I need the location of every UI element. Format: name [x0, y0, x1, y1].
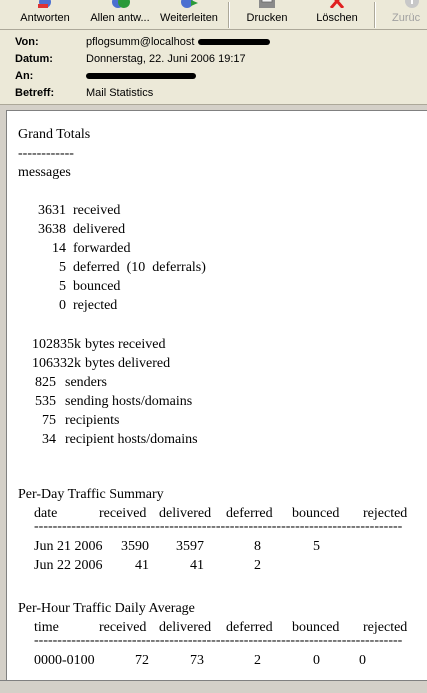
stat-label: delivered: [73, 222, 126, 237]
stat-label: sending hosts/domains: [65, 394, 193, 409]
toolbar-separator: [374, 2, 376, 28]
date-value: Donnerstag, 22. Juni 2006 19:17: [86, 53, 246, 65]
reply-all-label: Allen antw...: [90, 12, 150, 24]
back-button[interactable]: [392, 0, 427, 29]
per-hour-title: Per-Hour Traffic Daily Average: [18, 601, 195, 616]
stat-value: 535: [35, 394, 56, 409]
table-cell: Jun 22 2006: [34, 558, 103, 573]
printer-icon: [257, 0, 277, 8]
from-address: pflogsumm@localhost: [86, 36, 195, 48]
table-rule: -------------------------------------------------------------------------------: [34, 633, 403, 648]
table-cell: Jun 21 2006: [34, 539, 103, 554]
column-header: bounced: [292, 506, 340, 521]
stat-label: recipients: [65, 413, 120, 428]
status-bar: [0, 680, 427, 693]
heading-underline: ------------: [18, 146, 74, 161]
stat-label: bytes received: [85, 337, 166, 352]
column-header: time: [34, 620, 59, 635]
forward-label: Weiterleiten: [160, 12, 218, 24]
stat-value: 75: [42, 413, 56, 428]
from-value[interactable]: [86, 36, 270, 48]
stat-value: 825: [35, 375, 56, 390]
back-arrow-icon: [402, 0, 422, 8]
column-header: received: [99, 620, 147, 635]
to-label: An:: [15, 70, 34, 82]
delete-x-icon: [327, 0, 347, 8]
column-header: deferred: [226, 506, 273, 521]
reply-icon: [35, 0, 55, 8]
print-button[interactable]: [238, 0, 296, 29]
back-label: Zurüc: [392, 12, 421, 24]
subject-value: Mail Statistics: [86, 87, 154, 99]
column-header: rejected: [363, 506, 408, 521]
print-label: Drucken: [246, 12, 288, 24]
reply-label: Antworten: [20, 12, 70, 24]
reply-all-button[interactable]: [83, 0, 157, 29]
table-cell: 2: [254, 653, 261, 668]
table-cell: 2: [254, 558, 261, 573]
table-cell: 3590: [121, 539, 149, 554]
redaction-mark: [198, 39, 270, 45]
messages-heading: messages: [18, 165, 71, 180]
date-row: [0, 53, 427, 69]
to-row: [0, 70, 427, 86]
reply-button[interactable]: [14, 0, 76, 29]
table-cell: 8: [254, 539, 261, 554]
stat-value: 0: [59, 298, 66, 313]
stat-label: deferred (10 deferrals): [73, 260, 206, 275]
column-header: deferred: [226, 620, 273, 635]
column-header: bounced: [292, 620, 340, 635]
delete-label: Löschen: [316, 12, 358, 24]
redaction-mark: [86, 73, 196, 79]
from-label: Von:: [15, 36, 39, 48]
stat-value: 5: [59, 279, 66, 294]
column-header: delivered: [159, 506, 212, 521]
message-header: [0, 30, 427, 105]
column-header: rejected: [363, 620, 408, 635]
stat-label: received: [73, 203, 121, 218]
column-header: date: [34, 506, 58, 521]
forward-button[interactable]: [157, 0, 221, 29]
table-cell: 3597: [176, 539, 204, 554]
table-cell: 41: [135, 558, 149, 573]
message-body[interactable]: [6, 110, 427, 680]
stat-label: rejected: [73, 298, 118, 313]
stat-value: 102835k: [32, 337, 81, 352]
forward-icon: [179, 0, 199, 8]
subject-row: [0, 87, 427, 103]
table-cell: 72: [135, 653, 149, 668]
table-cell: 0: [359, 653, 366, 668]
table-cell: 0: [313, 653, 320, 668]
stat-label: bounced: [73, 279, 121, 294]
stat-label: recipient hosts/domains: [65, 432, 198, 447]
stat-label: senders: [65, 375, 107, 390]
stat-value: 5: [59, 260, 66, 275]
column-header: received: [99, 506, 147, 521]
table-cell: 41: [190, 558, 204, 573]
grand-totals-heading: Grand Totals: [18, 127, 91, 142]
to-value[interactable]: [86, 70, 196, 82]
table-rule: -------------------------------------------------------------------------------: [34, 519, 403, 534]
delete-button[interactable]: [308, 0, 366, 29]
stat-label: forwarded: [73, 241, 131, 256]
table-cell: 5: [313, 539, 320, 554]
toolbar: [0, 0, 427, 30]
stat-value: 3631: [38, 203, 66, 218]
stat-value: 3638: [38, 222, 66, 237]
stat-value: 14: [52, 241, 66, 256]
subject-label: Betreff:: [15, 87, 55, 99]
table-cell: 0000-0100: [34, 653, 95, 668]
column-header: delivered: [159, 620, 212, 635]
per-day-title: Per-Day Traffic Summary: [18, 487, 164, 502]
date-label: Datum:: [15, 53, 53, 65]
stat-value: 106332k: [32, 356, 81, 371]
stat-label: bytes delivered: [85, 356, 171, 371]
from-row: [0, 36, 427, 52]
table-cell: 73: [190, 653, 204, 668]
reply-all-icon: [110, 0, 130, 8]
stat-value: 34: [42, 432, 56, 447]
toolbar-separator: [228, 2, 230, 28]
